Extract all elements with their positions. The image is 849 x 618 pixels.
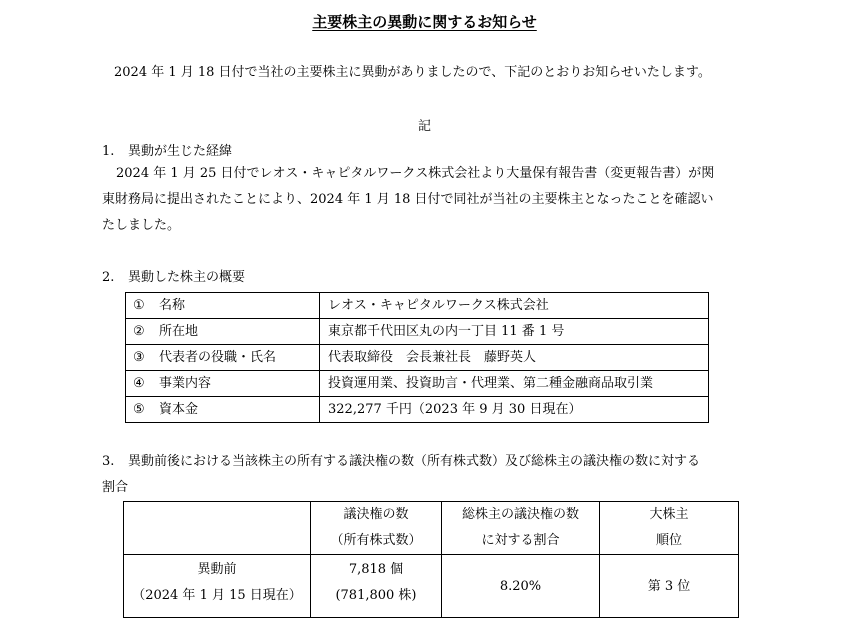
table-row (126, 293, 709, 319)
row-value: 代表取締役 会長兼社長 藤野英人 (320, 345, 709, 371)
row-label: 資本金 (159, 401, 199, 417)
row-value: 東京都千代田区丸の内一丁目 11 番 1 号 (320, 319, 709, 345)
row-label-cell (126, 371, 320, 397)
header-rank: 大株主 順位 (600, 502, 739, 555)
row-mark: ⑤ (133, 401, 145, 417)
section3-number: 3. (102, 454, 115, 469)
page-title: 主要株主の異動に関するお知らせ (312, 13, 537, 31)
section1-heading (102, 143, 232, 161)
header-empty-cell (124, 502, 311, 555)
row-mark: ③ (133, 349, 145, 365)
section3-title: 異動前後における当該株主の所有する議決権の数（所有株式数）及び総株主の議決権の数に対する (128, 454, 701, 469)
section1-paragraph (102, 161, 752, 239)
section1-number: 1. (102, 144, 115, 159)
row-mark: ④ (133, 375, 145, 391)
row-value: 322,277 千円（2023 年 9 月 30 日現在） (320, 397, 709, 423)
table-row (126, 397, 709, 423)
header-votes: 議決権の数 （所有株式数） (311, 502, 442, 555)
header-ratio: 総株主の議決権の数 に対する割合 (442, 502, 600, 555)
voting-rights-table (123, 501, 739, 618)
row-label-cell (126, 397, 320, 423)
table-row (126, 371, 709, 397)
section2-title: 異動した株主の概要 (128, 270, 246, 285)
shareholder-summary-table (125, 292, 709, 423)
cell-votes-before: 7,818 個 (781,800 株) (311, 555, 442, 618)
row-label: 代表者の役職・氏名 (159, 349, 277, 365)
section1-line: 2024 年 1 月 25 日付でレオス・キャピタルワークス株式会社より大量保有報告書（変更報告書）が関 (116, 166, 715, 181)
row-label: 名称 (159, 297, 186, 313)
row-label-cell (126, 319, 320, 345)
row-label-cell (126, 345, 320, 371)
table-header-row (124, 502, 739, 555)
section2-heading (102, 269, 245, 287)
section3-heading-cont: 割合 (102, 480, 129, 495)
row-value: レオス・キャピタルワークス株式会社 (320, 293, 709, 319)
row-mark: ① (133, 297, 145, 313)
intro-text: 2024 年 1 月 18 日付で当社の主要株主に異動がありましたので、下記のとおりお知らせいたします。 (114, 65, 711, 80)
row-label-cell (126, 293, 320, 319)
section1-title: 異動が生じた経緯 (128, 144, 233, 159)
section1-line: たしました。 (102, 218, 181, 233)
table-row (126, 319, 709, 345)
section1-line: 東財務局に提出されたことにより、2024 年 1 月 18 日付で同社が当社の主要株主となったことを確認い (102, 192, 714, 207)
cell-ratio-before: 8.20% (442, 555, 600, 618)
section2-number: 2. (102, 270, 115, 285)
ki-heading: 記 (417, 119, 431, 134)
section3-heading (102, 453, 700, 471)
table-row (124, 555, 739, 618)
table-row (126, 345, 709, 371)
row-value: 投資運用業、投資助言・代理業、第二種金融商品取引業 (320, 371, 709, 397)
row-label-before: 異動前 （2024 年 1 月 15 日現在） (124, 555, 311, 618)
row-label: 事業内容 (159, 375, 212, 391)
row-mark: ② (133, 323, 145, 339)
row-label: 所在地 (159, 323, 199, 339)
cell-rank-before: 第 3 位 (600, 555, 739, 618)
